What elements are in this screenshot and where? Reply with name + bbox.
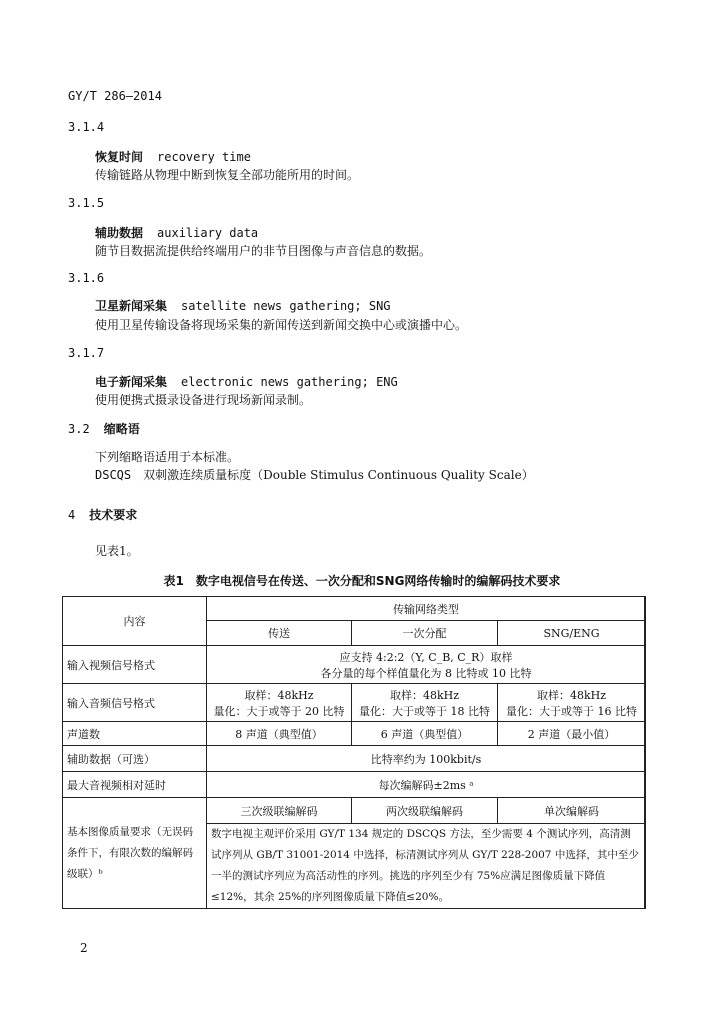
section-number: 4 xyxy=(68,508,76,522)
audio-sampling: 取样：48kHz xyxy=(389,688,460,702)
abbreviation-value: 双刺激连续质量标度（Double Stimulus Continuous Quality Scale） xyxy=(143,468,534,482)
term-en: electronic news gathering; ENG xyxy=(181,375,398,389)
term-en: auxiliary data xyxy=(157,226,259,240)
audio-quantization: 量化：大于或等于 16 比特 xyxy=(506,704,637,718)
video-format-line2: 各分量的每个样值量化为 8 比特或 10 比特 xyxy=(320,666,532,680)
standard-id: GY/T 286—2014 xyxy=(68,89,162,103)
delay-value-cell: 每次编解码±2ms ᵃ xyxy=(207,772,646,798)
term-heading xyxy=(95,148,251,165)
term-number: 3.1.7 xyxy=(68,346,105,360)
col-header-sng: SNG/ENG xyxy=(498,621,646,646)
term-definition: 传输链路从物理中断到恢复全部功能所用的时间。 xyxy=(95,168,360,182)
term-en: satellite news gathering; SNG xyxy=(181,299,391,313)
cascade-header: 两次级联编解码 xyxy=(352,798,498,824)
section-heading-4 xyxy=(68,506,137,523)
term-en: recovery time xyxy=(157,150,251,164)
audio-quantization: 量化：大于或等于 20 比特 xyxy=(213,704,345,718)
term-cn: 恢复时间 xyxy=(95,150,144,164)
col-header-primary: 一次分配 xyxy=(352,621,498,646)
video-format-line1: 应支持 4:2:2（Y, C_B, C_R）取样 xyxy=(339,650,513,664)
section-title: 技术要求 xyxy=(89,508,138,522)
term-heading xyxy=(95,224,258,241)
row-label-video: 输入视频信号格式 xyxy=(63,646,207,684)
term-heading xyxy=(95,373,398,390)
abbreviation-key: DSCQS xyxy=(95,468,132,482)
cascade-header: 三次级联编解码 xyxy=(207,798,352,824)
section-intro: 下列缩略语适用于本标准。 xyxy=(95,450,240,464)
section-body: 见表1。 xyxy=(95,544,139,558)
aux-value-cell: 比特率约为 100kbit/s xyxy=(207,746,646,772)
audio-quantization: 量化：大于或等于 18 比特 xyxy=(359,704,490,718)
audio-format-cell xyxy=(207,684,352,722)
table-header-network: 传输网络类型 xyxy=(207,597,646,621)
channels-cell: 2 声道（最小值） xyxy=(498,722,646,746)
audio-format-cell xyxy=(352,684,498,722)
term-cn: 辅助数据 xyxy=(95,226,144,240)
page-number: 2 xyxy=(80,941,88,955)
cascade-header: 单次编解码 xyxy=(498,798,646,824)
row-label-quality: 基本图像质量要求（无误码条件下，有限次数的编解码级联）ᵇ xyxy=(63,798,207,909)
term-number: 3.1.6 xyxy=(68,271,105,285)
table-header-content: 内容 xyxy=(63,597,207,646)
table-caption: 表1 数字电视信号在传送、一次分配和SNG网络传输时的编解码技术要求 xyxy=(163,574,561,588)
term-cn: 卫星新闻采集 xyxy=(95,299,168,313)
term-definition: 使用卫星传输设备将现场采集的新闻传送到新闻交换中心或演播中心。 xyxy=(95,318,468,332)
term-definition: 使用便携式摄录设备进行现场新闻录制。 xyxy=(95,393,312,407)
section-title: 缩略语 xyxy=(103,422,140,436)
section-number: 3.2 xyxy=(68,422,90,436)
audio-format-cell xyxy=(498,684,646,722)
quality-text-cell: 数字电视主观评价采用 GY/T 134 规定的 DSCQS 方法，至少需要 4 个测试序列，高清测试序列从 GB/T 31001-2014 中选择，标清测试序列从 GY/T 228-2007 中选择，其中至少一半的测试序列应为高活动性的序列。挑选的序列至少有 75%应满足图像质量下降值≤12%，其余 25%的序列图像质量下降值≤20%。 xyxy=(207,824,646,909)
term-number: 3.1.5 xyxy=(68,196,105,210)
video-format-cell xyxy=(207,646,646,684)
section-heading-3-2 xyxy=(68,420,140,437)
term-heading xyxy=(95,297,391,314)
row-label-delay: 最大音视频相对延时 xyxy=(63,772,207,798)
channels-cell: 8 声道（典型值） xyxy=(207,722,352,746)
audio-sampling: 取样：48kHz xyxy=(244,688,314,702)
channels-cell: 6 声道（典型值） xyxy=(352,722,498,746)
term-cn: 电子新闻采集 xyxy=(95,375,168,389)
term-number: 3.1.4 xyxy=(68,120,105,134)
spec-table xyxy=(62,596,646,909)
row-label-audio: 输入音频信号格式 xyxy=(63,684,207,722)
abbreviation-entry xyxy=(95,466,534,483)
term-definition: 随节目数据流提供给终端用户的非节目图像与声音信息的数据。 xyxy=(95,244,432,258)
row-label-channels: 声道数 xyxy=(63,722,207,746)
col-header-transmission: 传送 xyxy=(207,621,352,646)
audio-sampling: 取样：48kHz xyxy=(536,688,607,702)
row-label-aux: 辅助数据（可选） xyxy=(63,746,207,772)
